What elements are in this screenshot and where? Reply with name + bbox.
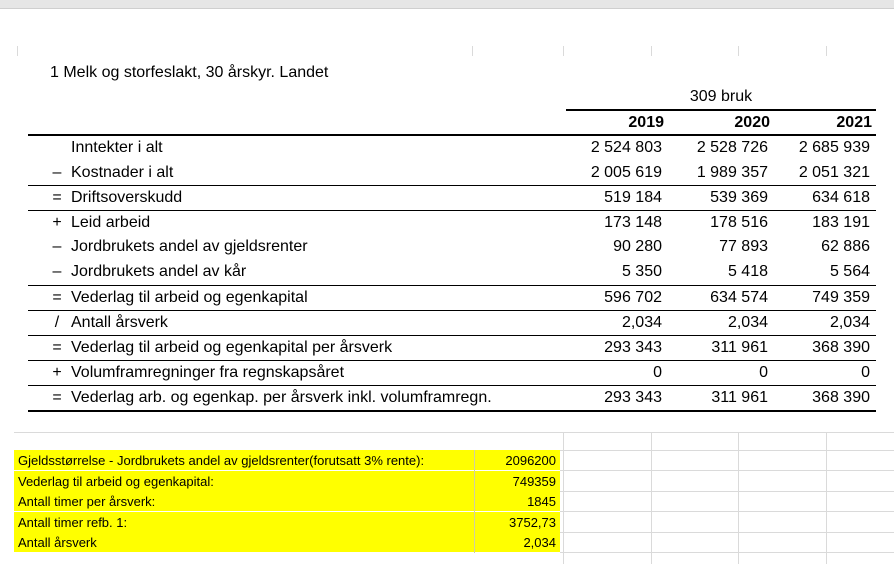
year-header: 2021: [836, 114, 872, 131]
cell-label: Antall årsverk: [18, 535, 97, 550]
row-operator: –: [52, 238, 62, 255]
report-title: 1 Melk og storfeslakt, 30 årskyr. Landet: [50, 64, 329, 81]
row-operator: /: [54, 314, 60, 331]
row-operator: –: [52, 263, 62, 280]
row-value-2019: 173 148: [604, 214, 662, 231]
grid-line: [560, 552, 894, 553]
row-value-2021: 368 390: [812, 339, 870, 356]
row-value-2021: 183 191: [812, 214, 870, 231]
row-label: Volumframregninger fra regnskapsåret: [71, 364, 345, 381]
row-value-2021: 2 051 321: [798, 164, 870, 181]
grid-line: [560, 450, 894, 451]
row-value-2020: 1 989 357: [696, 164, 768, 181]
row-value-2019: 293 343: [604, 339, 662, 356]
table-row: [28, 285, 876, 311]
cell-label: Antall timer per årsverk:: [18, 494, 156, 509]
table-row: [28, 235, 876, 260]
cell-label: Gjeldsstørrelse - Jordbrukets andel av gjeldsrenter(forutsatt 3% rente):: [18, 453, 425, 468]
cell-label: Antall timer refb. 1:: [18, 515, 128, 530]
row-operator: +: [52, 364, 62, 381]
grid-line: [560, 470, 894, 471]
row-value-2021: 2 685 939: [798, 139, 870, 156]
row-operator: =: [52, 189, 62, 206]
cell-value: 1845: [527, 494, 556, 509]
grid-line: [563, 46, 564, 56]
row-operator: –: [52, 164, 62, 181]
row-operator: =: [52, 339, 62, 356]
row-value-2021: 749 359: [812, 289, 870, 306]
row-value-2019: 90 280: [613, 238, 662, 255]
row-value-2020: 0: [759, 364, 768, 381]
table-row: [28, 260, 876, 285]
grid-line: [563, 432, 564, 564]
spreadsheet-top-bar: [0, 0, 894, 9]
cell-value: 2,034: [523, 535, 556, 550]
row-value-2020: 5 418: [727, 263, 768, 280]
grid-line: [738, 46, 739, 56]
row-value-2021: 368 390: [812, 389, 870, 406]
row-value-2019: 293 343: [604, 389, 662, 406]
row-value-2020: 311 961: [711, 389, 768, 406]
row-label: Jordbrukets andel av kår: [71, 263, 247, 280]
cell-value: 3752,73: [509, 515, 556, 530]
grid-line: [826, 432, 827, 564]
row-value-2021: 634 618: [812, 189, 870, 206]
group-underline: [566, 109, 876, 111]
row-value-2019: 0: [653, 364, 662, 381]
row-value-2021: 0: [861, 364, 870, 381]
row-operator: =: [52, 389, 62, 406]
row-value-2020: 634 574: [710, 289, 768, 306]
highlight-row-hours-per-year[interactable]: [14, 491, 560, 511]
table-bottom-rule: [28, 410, 876, 412]
table-row: [28, 136, 876, 161]
row-value-2019: 5 350: [621, 263, 662, 280]
table-row: [28, 310, 876, 336]
row-label: Leid arbeid: [71, 214, 151, 231]
row-value-2020: 77 893: [719, 238, 768, 255]
grid-line: [738, 432, 739, 564]
row-label: Driftsoverskudd: [71, 189, 183, 206]
row-value-2020: 178 516: [710, 214, 768, 231]
table-row: [28, 185, 876, 211]
grid-line: [560, 491, 894, 492]
grid-line: [472, 46, 473, 56]
highlight-row-hours-ref[interactable]: [14, 512, 560, 532]
grid-line: [17, 46, 18, 56]
row-label: Kostnader i alt: [71, 164, 174, 181]
table-row: [28, 210, 876, 236]
grid-line: [560, 532, 894, 533]
table-row: [28, 385, 876, 411]
row-label: Jordbrukets andel av gjeldsrenter: [71, 238, 308, 255]
row-value-2021: 2,034: [829, 314, 870, 331]
grid-line: [560, 511, 894, 512]
grid-line: [14, 432, 894, 433]
cell-value: 2096200: [505, 453, 556, 468]
highlight-row-work-years[interactable]: [14, 532, 560, 552]
row-label: Inntekter i alt: [71, 139, 163, 156]
row-value-2019: 519 184: [604, 189, 662, 206]
row-value-2020: 2,034: [727, 314, 768, 331]
year-header: 2019: [628, 114, 664, 131]
row-operator: +: [52, 214, 62, 231]
table-row: [28, 360, 876, 386]
table-row: [28, 335, 876, 361]
row-value-2020: 539 369: [710, 189, 768, 206]
row-label: Vederlag arb. og egenkap. per årsverk inkl. volumframregn.: [71, 389, 492, 406]
row-value-2021: 62 886: [821, 238, 870, 255]
table-row: [28, 161, 876, 186]
row-label: Vederlag til arbeid og egenkapital: [71, 289, 308, 306]
cell-divider: [474, 450, 475, 553]
row-value-2020: 2 528 726: [696, 139, 768, 156]
row-value-2019: 2 524 803: [590, 139, 662, 156]
highlight-row-compensation[interactable]: [14, 471, 560, 491]
row-value-2021: 5 564: [829, 263, 870, 280]
year-header: 2020: [734, 114, 770, 131]
row-value-2020: 311 961: [711, 339, 768, 356]
highlight-row-debt-size[interactable]: [14, 450, 560, 470]
cell-label: Vederlag til arbeid og egenkapital:: [18, 474, 214, 489]
cell-value: 749359: [512, 474, 556, 489]
grid-line: [826, 46, 827, 56]
row-label: Antall årsverk: [71, 314, 168, 331]
row-operator: =: [52, 289, 62, 306]
grid-line: [651, 46, 652, 56]
row-value-2019: 2 005 619: [590, 164, 662, 181]
row-label: Vederlag til arbeid og egenkapital per årsverk: [71, 339, 393, 356]
row-value-2019: 596 702: [604, 289, 662, 306]
grid-line: [651, 432, 652, 564]
row-value-2019: 2,034: [621, 314, 662, 331]
group-label: 309 bruk: [689, 88, 753, 105]
